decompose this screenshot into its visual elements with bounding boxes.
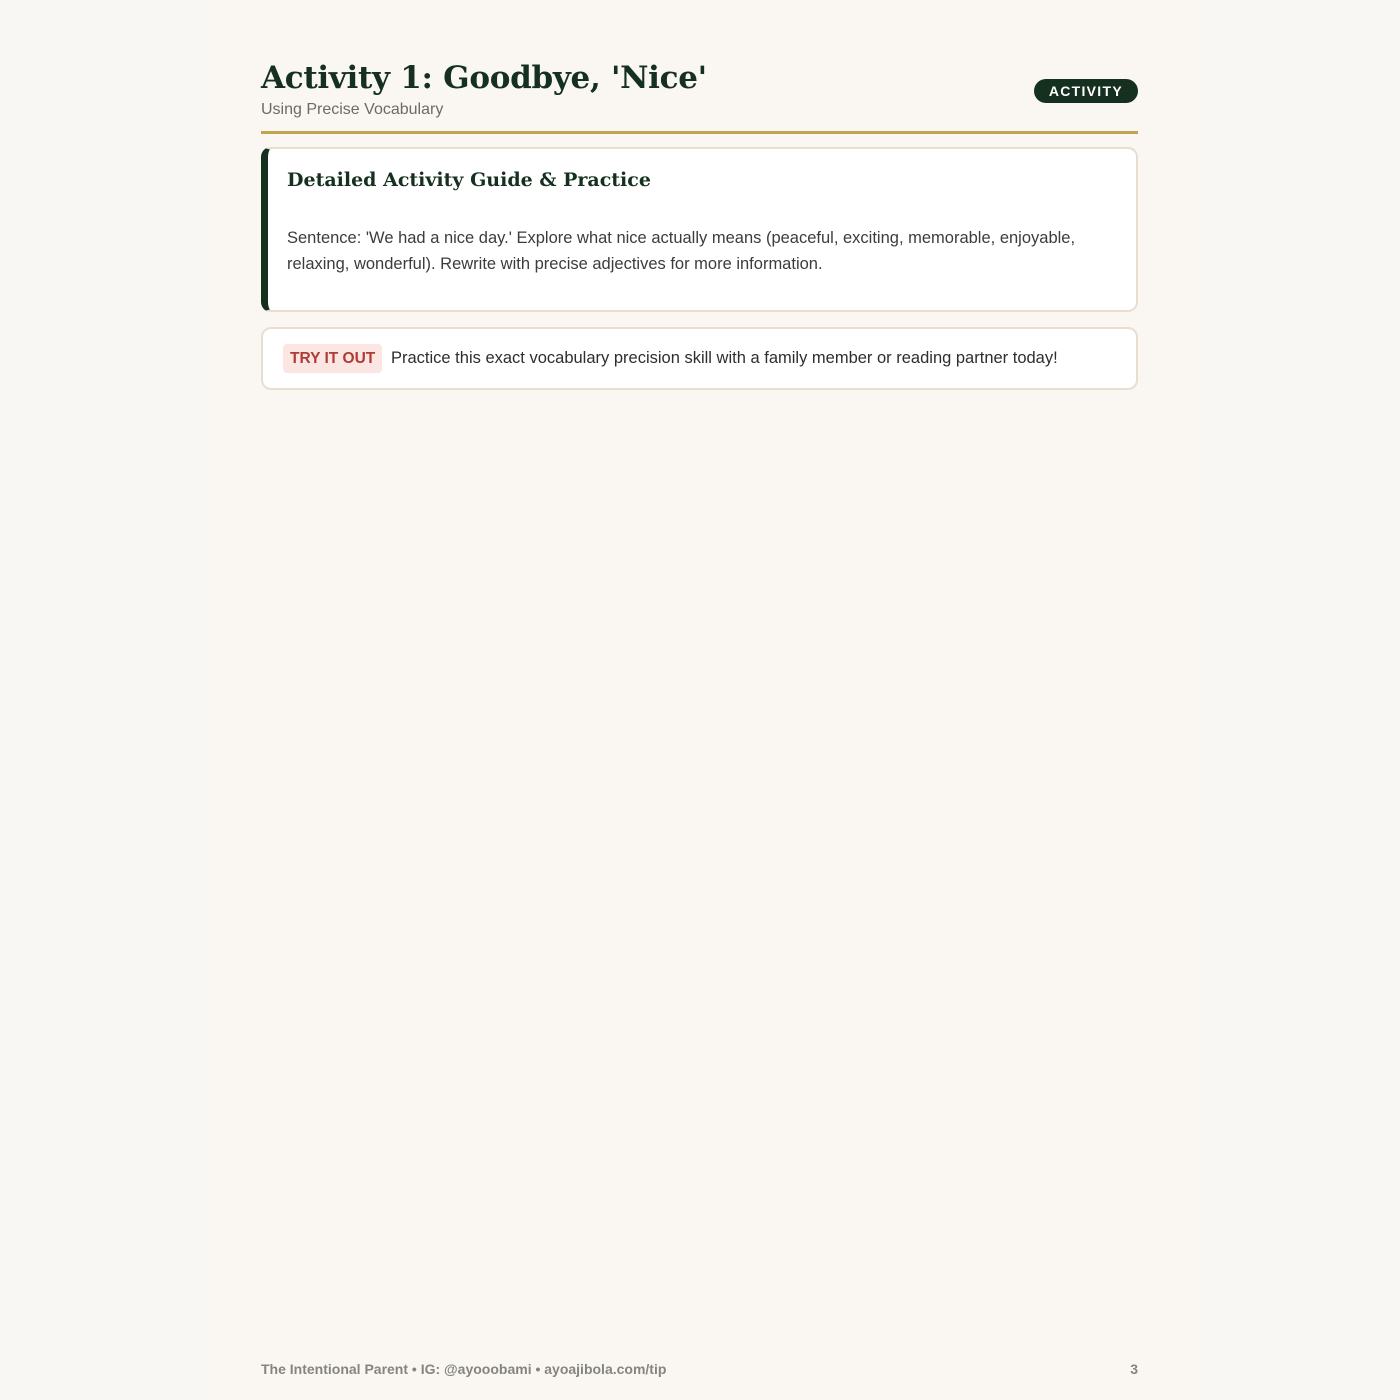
- document-page: [205, 0, 1193, 1400]
- try-it-out-card: [261, 327, 1138, 390]
- page-subtitle: Using Precise Vocabulary: [261, 101, 444, 118]
- try-it-out-text: Practice this exact vocabulary precision skill with a family member or reading partner today!: [391, 349, 1058, 367]
- guide-body: Sentence: 'We had a nice day.' Explore what nice actually means (peaceful, exciting, memorable, enjoyable, relaxing, wonderful). Rewrite with precise adjectives for more information.: [287, 229, 1076, 273]
- page-title: Activity 1: Goodbye, 'Nice': [261, 60, 707, 96]
- page-header: [261, 58, 1138, 134]
- activity-badge: ACTIVITY: [1034, 79, 1138, 103]
- page-number: 3: [1130, 1361, 1138, 1377]
- footer-credit: The Intentional Parent • IG: @ayooobami • ayoajibola.com/tip: [261, 1361, 667, 1377]
- try-it-out-tag: TRY IT OUT: [283, 344, 382, 373]
- guide-title: Detailed Activity Guide & Practice: [287, 169, 651, 191]
- activity-guide-card: [261, 147, 1138, 312]
